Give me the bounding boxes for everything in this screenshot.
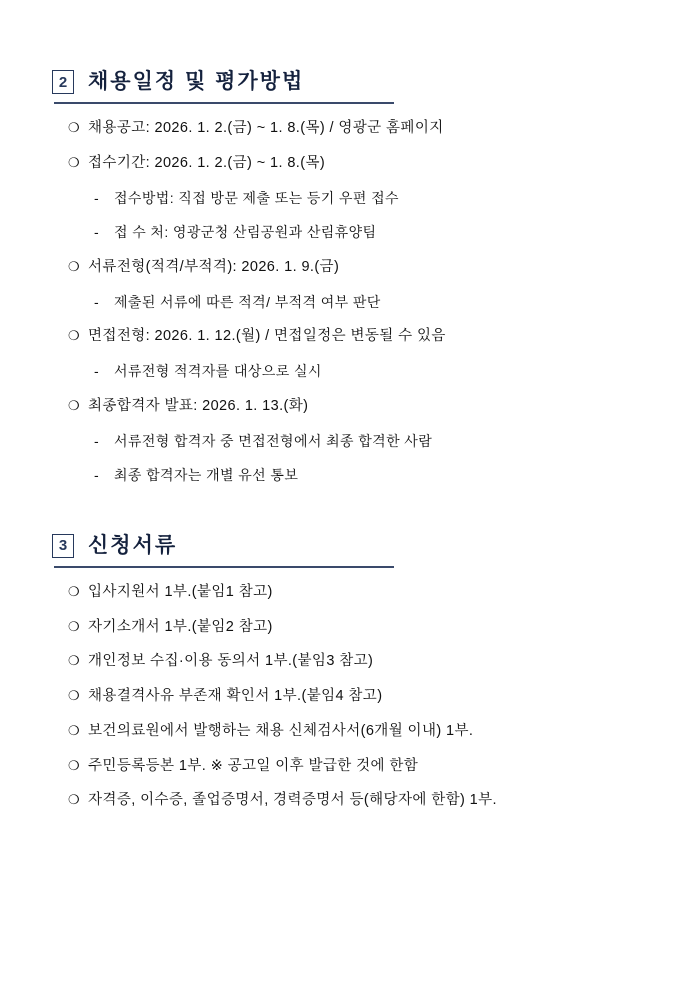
list-subitem <box>52 431 648 453</box>
circle-bullet-icon: ❍ <box>68 653 81 669</box>
section-spacer <box>52 500 648 534</box>
list-item <box>52 790 648 812</box>
circle-bullet-icon: ❍ <box>68 328 81 344</box>
circle-bullet-icon: ❍ <box>68 722 81 738</box>
section-number-badge: 2 <box>52 70 74 94</box>
list-subitem-text: 제출된 서류에 따른 적격/ 부적격 여부 판단 <box>114 293 381 310</box>
list-item-text: 채용공고: 2026. 1. 2.(금) ~ 1. 8.(목) / 영광군 홈페이지 <box>88 120 444 136</box>
list-item-text: 주민등록등본 1부. ※ 공고일 이후 발급한 것에 한함 <box>88 757 419 774</box>
list-item-text: 접수기간: 2026. 1. 2.(금) ~ 1. 8.(목) <box>88 154 326 171</box>
list-item <box>52 153 648 175</box>
dash-bullet-icon: - <box>94 467 100 484</box>
list-subitem-text: 접 수 처: 영광군청 산림공원과 산림휴양팀 <box>114 224 377 241</box>
list-subitem <box>52 465 648 487</box>
list-subitem <box>52 222 648 244</box>
list-item-text: 개인정보 수집·이용 동의서 1부.(붙임3 참고) <box>88 653 374 670</box>
circle-bullet-icon: ❍ <box>68 154 81 170</box>
dash-bullet-icon: - <box>94 224 100 241</box>
section-divider <box>54 566 394 568</box>
section-number-badge: 3 <box>52 534 74 558</box>
list-item-text: 자격증, 이수증, 졸업증명서, 경력증명서 등(해당자에 한함) 1부. <box>88 792 497 809</box>
list-item-text: 면접전형: 2026. 1. 12.(월) / 면접일정은 변동될 수 있음 <box>88 328 446 345</box>
dash-bullet-icon: - <box>94 293 100 310</box>
list-item-text: 최종합격자 발표: 2026. 1. 13.(화) <box>88 397 309 414</box>
section-header <box>52 534 648 564</box>
circle-bullet-icon: ❍ <box>68 583 81 599</box>
dash-bullet-icon: - <box>94 363 100 380</box>
list-subitem <box>52 361 648 383</box>
list-item <box>52 617 648 639</box>
list-item <box>52 756 648 778</box>
list-item <box>52 651 648 673</box>
documents-item-list <box>52 582 648 812</box>
list-item <box>52 396 648 418</box>
circle-bullet-icon: ❍ <box>68 397 81 413</box>
section-documents <box>52 534 648 812</box>
circle-bullet-icon: ❍ <box>68 258 81 274</box>
schedule-item-list <box>52 118 648 487</box>
list-subitem-text: 서류전형 적격자를 대상으로 실시 <box>114 363 322 380</box>
list-item-text: 보건의료원에서 발행하는 채용 신체검사서(6개월 이내) 1부. <box>88 722 474 739</box>
list-subitem-text: 접수방법: 직접 방문 제출 또는 등기 우편 접수 <box>114 189 399 206</box>
list-item <box>52 582 648 604</box>
dash-bullet-icon: - <box>94 189 100 206</box>
list-item <box>52 326 648 348</box>
list-item-text: 입사지원서 1부.(붙임1 참고) <box>88 583 273 600</box>
list-item <box>52 118 648 140</box>
dash-bullet-icon: - <box>94 432 100 449</box>
section-title: 채용일정 및 평가방법 <box>88 70 305 94</box>
circle-bullet-icon: ❍ <box>68 120 81 135</box>
circle-bullet-icon: ❍ <box>68 688 81 704</box>
list-item-text: 채용결격사유 부존재 확인서 1부.(붙임4 참고) <box>88 688 383 705</box>
list-subitem-text: 서류전형 합격자 중 면접전형에서 최종 합격한 사람 <box>114 432 433 449</box>
circle-bullet-icon: ❍ <box>68 792 81 808</box>
circle-bullet-icon: ❍ <box>68 757 81 773</box>
list-item-text: 서류전형(적격/부적격): 2026. 1. 9.(금) <box>88 258 340 275</box>
section-schedule <box>52 70 648 487</box>
list-item-text: 자기소개서 1부.(붙임2 참고) <box>88 618 273 635</box>
section-divider <box>54 102 394 104</box>
section-header <box>52 70 648 100</box>
list-subitem <box>52 188 648 210</box>
section-title: 신청서류 <box>88 534 178 558</box>
circle-bullet-icon: ❍ <box>68 618 81 634</box>
list-item <box>52 686 648 708</box>
list-subitem-text: 최종 합격자는 개별 유선 통보 <box>114 467 299 484</box>
list-item <box>52 257 648 279</box>
list-item <box>52 721 648 743</box>
list-subitem <box>52 292 648 314</box>
